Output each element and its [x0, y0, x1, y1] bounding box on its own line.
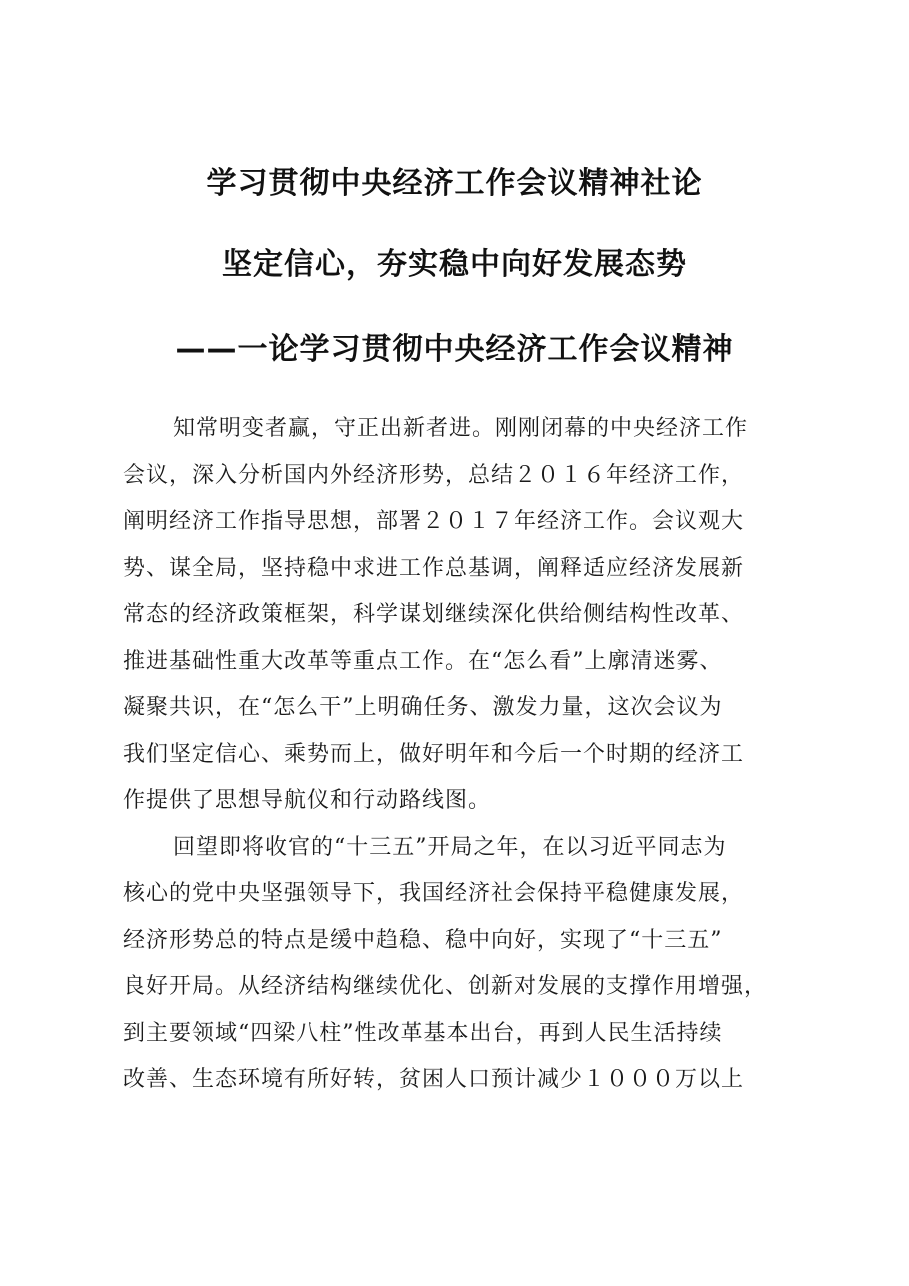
article-subheadline: ——一论学习贯彻中央经济工作会议精神	[175, 332, 734, 367]
text-line: 作提供了思想导航仪和行动路线图。	[123, 788, 492, 813]
text-line: 改善、生态环境有所好转，贫困人口预计减少１０００万以上	[123, 1067, 745, 1092]
document-title: 学习贯彻中央经济工作会议精神社论	[206, 166, 703, 201]
text-line: 会议，深入分析国内外经济形势，总结２０１６年经济工作，	[123, 462, 745, 488]
text-line: 我们坚定信心、乘势而上，做好明年和今后一个时期的经济工	[123, 741, 745, 767]
paragraph-1	[123, 406, 813, 825]
text-line: 常态的经济政策框架，科学谋划继续深化供给侧结构性改革、	[123, 602, 745, 627]
text-line: 势、谋全局，坚持稳中求进工作总基调，阐释适应经济发展新	[123, 555, 745, 581]
text-line: 凝聚共识，在“怎么干”上明确任务、激发力量，这次会议为	[123, 695, 723, 720]
text-line: 阐明经济工作指导思想，部署２０１７年经济工作。会议观大	[123, 509, 745, 534]
paragraph-2	[123, 825, 813, 1104]
text-line: 推进基础性重大改革等重点工作。在“怎么看”上廓清迷雾、	[123, 648, 723, 674]
text-line: 良好开局。从经济结构继续优化、创新对发展的支撑作用增强，	[123, 974, 768, 999]
text-line: 核心的党中央坚强领导下，我国经济社会保持平稳健康发展，	[123, 881, 745, 906]
text-line: 回望即将收官的“十三五”开局之年，在以习近平同志为	[173, 834, 727, 860]
text-line: 知常明变者赢，守正出新者进。刚刚闭幕的中央经济工作	[173, 416, 749, 441]
text-line: 经济形势总的特点是缓中趋稳、稳中向好，实现了“十三五”	[123, 927, 723, 953]
article-headline: 坚定信心，夯实稳中向好发展态势	[222, 247, 687, 282]
text-line: 到主要领域“四梁八柱”性改革基本出台，再到人民生活持续	[123, 1020, 723, 1046]
article-body	[123, 406, 813, 1104]
